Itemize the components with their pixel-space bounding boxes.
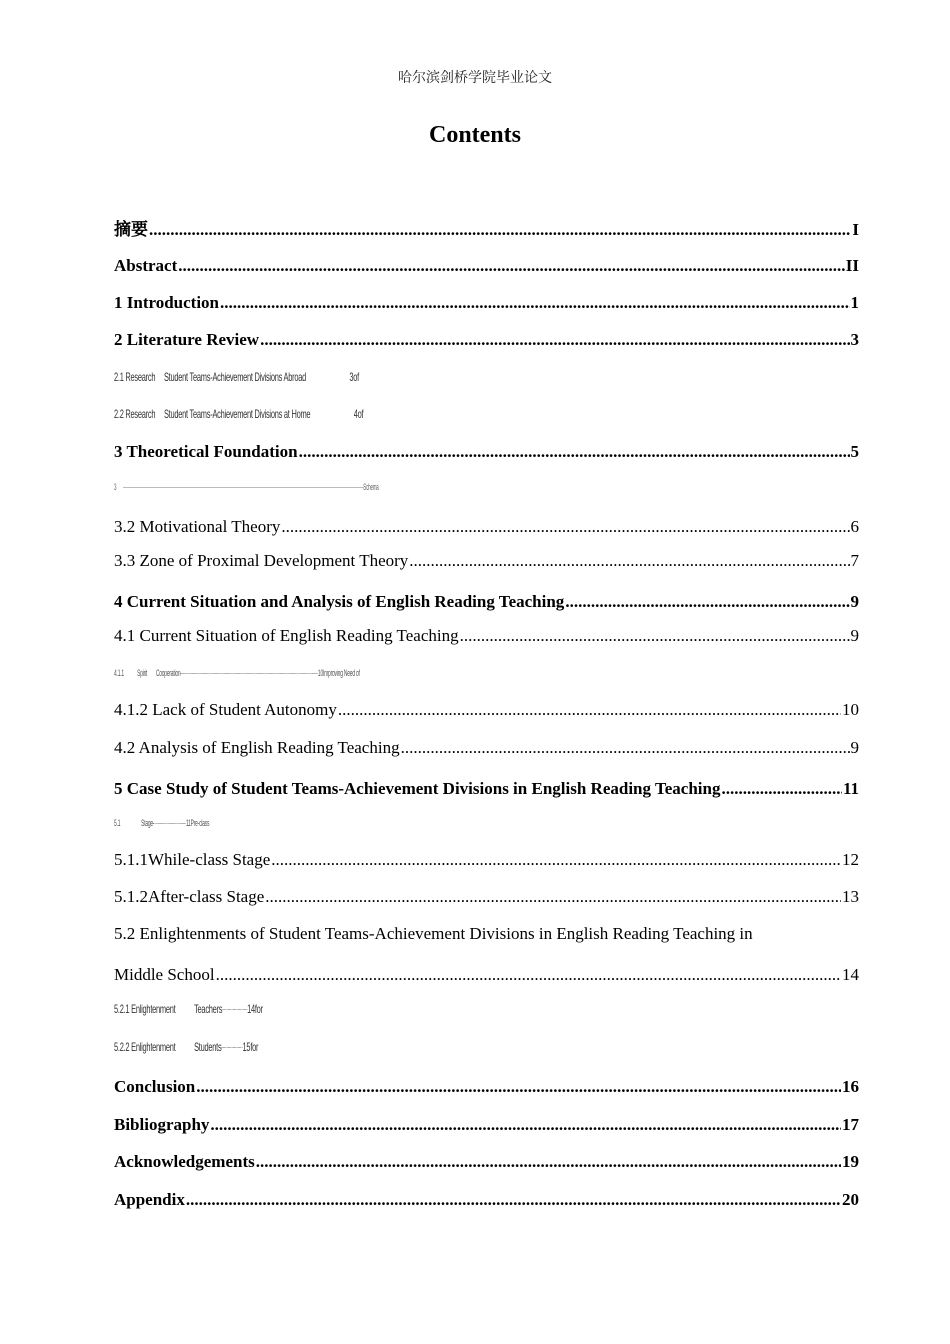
toc-entry-page: I [852, 220, 859, 239]
toc-entry-page: 7 [850, 551, 859, 570]
toc-entry-introduction[interactable] [114, 291, 859, 315]
toc-entry-3-1[interactable] [114, 479, 379, 495]
toc-entry-5-2[interactable] [114, 963, 859, 987]
toc-entry-page: 11Pre-class [185, 818, 210, 828]
toc-entry-4-1[interactable] [114, 624, 859, 648]
toc-entry-4-2[interactable] [114, 736, 859, 760]
toc-entry-page: 10Improving Need of [317, 668, 360, 678]
toc-leader-dots [123, 487, 363, 488]
toc-entry-page: 14for [247, 1002, 263, 1016]
toc-entry-current-situation[interactable] [114, 590, 859, 614]
toc-entry-case-study[interactable] [114, 777, 859, 801]
toc-leader-dots [401, 736, 850, 760]
toc-entry-title: 1 Introduction [114, 293, 220, 312]
toc-entry-title: Students [194, 1040, 222, 1054]
toc-leader-dots [210, 1113, 841, 1137]
toc-leader-dots [260, 328, 849, 352]
toc-entry-title: 3.3 Zone of Proximal Development Theory [114, 551, 409, 570]
toc-leader-dots [222, 1009, 247, 1010]
toc-entry-5-1[interactable] [114, 815, 209, 831]
toc-entry-page: 14 [842, 965, 859, 984]
toc-leader-dots [338, 698, 841, 722]
toc-entry-theoretical-foundation[interactable] [114, 440, 859, 464]
toc-leader-dots [409, 549, 849, 573]
toc-entry-page: 20 [842, 1190, 859, 1209]
toc-entry-page: 19 [842, 1152, 859, 1171]
toc-entry-page: 9 [850, 738, 859, 757]
toc-entry-number: 5.1 [114, 818, 121, 828]
toc-leader-dots [221, 1047, 242, 1048]
toc-leader-dots [153, 823, 186, 824]
toc-leader-dots [220, 291, 849, 315]
toc-entry-page: 3 [850, 330, 859, 349]
toc-entry-title: 4.1.2 Lack of Student Autonomy [114, 700, 337, 719]
toc-entry-page: 5 [850, 442, 859, 461]
toc-entry-2-1[interactable] [114, 369, 359, 385]
toc-entry-number: 2.1 Research [114, 370, 156, 384]
toc-leader-dots [256, 1150, 841, 1174]
toc-entry-title: 5.1.2After-class Stage [114, 887, 265, 906]
toc-entry-title: 5 Case Study of Student Teams-Achievement Divisions in English Reading Teaching [114, 779, 721, 798]
toc-leader-dots [265, 885, 841, 909]
toc-entry-title: Acknowledgements [114, 1152, 255, 1171]
toc-entry-appendix[interactable] [114, 1188, 859, 1212]
toc-entry-title: 4 Current Situation and Analysis of English Reading Teaching [114, 592, 565, 611]
toc-entry-title: Teachers [194, 1002, 223, 1016]
toc-entry-number: 2.2 Research [114, 407, 156, 421]
toc-entry-page: 1 [850, 293, 859, 312]
toc-entry-title: Student Teams-Achievement Divisions at Home [163, 407, 311, 421]
toc-entry-4-1-1[interactable] [114, 665, 360, 681]
toc-leader-dots [721, 777, 841, 801]
toc-entry-2-2[interactable] [114, 406, 363, 422]
toc-entry-title-2: Cooperation [155, 668, 181, 678]
toc-entry-title: Student Teams-Achievement Divisions Abroad [163, 370, 307, 384]
toc-leader-dots [196, 1075, 841, 1099]
toc-entry-title: 4.1 Current Situation of English Reading Teaching [114, 626, 459, 645]
page-header: 哈尔滨剑桥学院毕业论文 [398, 71, 552, 86]
toc-leader-dots [186, 1188, 841, 1212]
toc-entry-title: Spirit [137, 668, 148, 678]
toc-entry-conclusion[interactable] [114, 1075, 859, 1099]
toc-entry-acknowledgements[interactable] [114, 1150, 859, 1174]
toc-leader-dots [149, 218, 851, 242]
toc-leader-dots [460, 624, 850, 648]
toc-entry-title: Appendix [114, 1190, 185, 1209]
page-title: Contents [428, 122, 521, 148]
toc-entry-page: 16 [842, 1077, 859, 1096]
toc-entry-title: 5.1.1While-class Stage [114, 850, 271, 869]
toc-entry-5-2-line1[interactable]: 5.2 Enlightenments of Student Teams-Achievement Divisions in English Reading Teaching in [114, 924, 753, 943]
toc-entry-page: 15for [242, 1040, 259, 1054]
toc-entry-3-3[interactable] [114, 549, 859, 573]
toc-entry-page: 17 [842, 1115, 859, 1134]
toc-entry-page: 9 [850, 592, 859, 611]
toc-entry-page: 11 [842, 779, 859, 798]
toc-entry-page: 9 [850, 626, 859, 645]
toc-entry-page: 6 [850, 517, 859, 536]
toc-entry-abstract[interactable] [114, 254, 859, 278]
toc-entry-5-2-2[interactable] [114, 1039, 258, 1055]
toc-entry-5-1-2[interactable] [114, 885, 859, 909]
toc-entry-page: II [845, 256, 859, 275]
toc-entry-title: Abstract [114, 256, 178, 275]
toc-entry-title: 摘要 [114, 220, 148, 239]
toc-entry-title: 3.2 Motivational Theory [114, 517, 281, 536]
toc-leader-dots [178, 254, 845, 278]
toc-entry-title: Bibliography [114, 1115, 210, 1134]
toc-entry-number: 5.2.2 Enlightenment [114, 1040, 176, 1054]
toc-leader-dots [299, 440, 850, 464]
toc-entry-5-2-1[interactable] [114, 1001, 263, 1017]
toc-entry-title: 2 Literature Review [114, 330, 260, 349]
toc-leader-dots [180, 673, 318, 674]
toc-entry-title: 4.2 Analysis of English Reading Teaching [114, 738, 400, 757]
toc-entry-title: 3 Theoretical Foundation [114, 442, 298, 461]
toc-entry-page: 3of [349, 370, 360, 384]
toc-entry-title: Conclusion [114, 1077, 196, 1096]
toc-entry-title: Stage [141, 818, 153, 828]
toc-entry-number: 4.1.1 [114, 668, 124, 678]
toc-leader-dots [281, 515, 849, 539]
toc-entry-bibliography[interactable] [114, 1113, 859, 1137]
toc-entry-4-1-2[interactable] [114, 698, 859, 722]
toc-leader-dots [216, 963, 841, 987]
toc-entry-number: 3 [114, 482, 117, 492]
toc-entry-title: Schema [363, 482, 379, 492]
toc-entry-title: Middle School [114, 965, 215, 984]
toc-entry-zhaiyao[interactable] [114, 218, 859, 242]
toc-entry-3-2[interactable] [114, 515, 859, 539]
toc-entry-number: 5.2.1 Enlightenment [114, 1002, 176, 1016]
toc-entry-literature-review[interactable] [114, 328, 859, 352]
toc-leader-dots [271, 848, 841, 872]
toc-leader-dots [565, 590, 849, 614]
toc-entry-5-1-1[interactable] [114, 848, 859, 872]
toc-entry-page: 12 [842, 850, 859, 869]
toc-entry-page: 10 [842, 700, 859, 719]
toc-entry-page: 4of [353, 407, 364, 421]
toc-entry-page: 13 [842, 887, 859, 906]
